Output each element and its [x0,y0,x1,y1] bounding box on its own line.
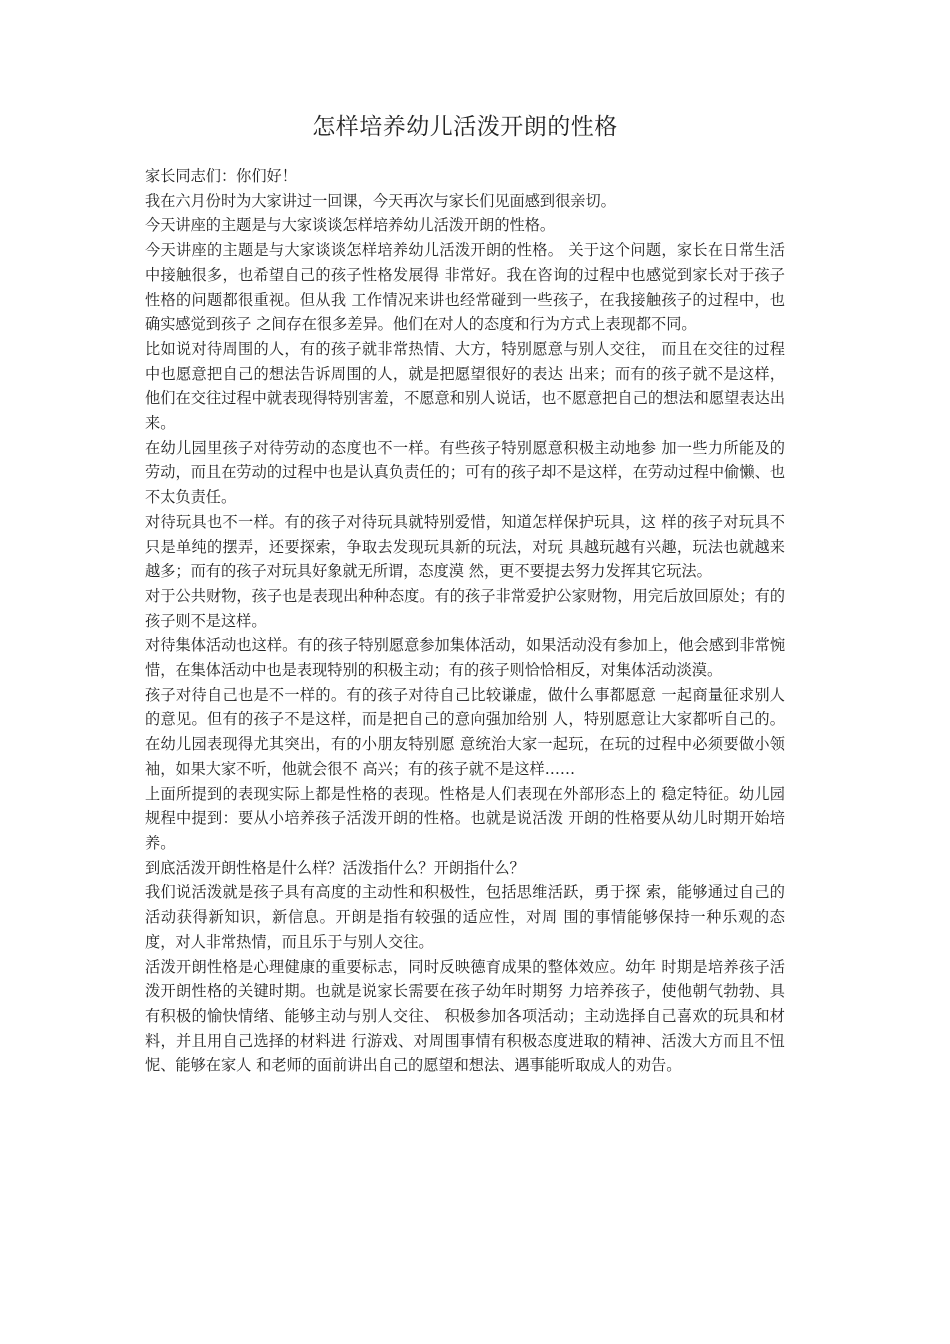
paragraph-public-property: 对于公共财物，孩子也是表现出种种态度。有的孩子非常爱护公家财物，用完后放回原处；有的孩子则不是这样。 [145,586,785,630]
paragraph-importance: 活泼开朗性格是心理健康的重要标志，同时反映德育成果的整体效应。幼年 时期是培养孩子活泼开朗性格的关键时期。也就是说家长需要在孩子幼年时期努 力培养孩子，使他朝气勃勃、具有积极的愉快情绪、能够主动与别人交往、 积极参加各项活动；主动选择自己喜欢的玩具和材料，并且用自己选择的材料进 行游戏、对周围事情有积极态度进取的精神、活泼大方而且不忸怩、能够在家人 和老师的面前讲出自己的愿望和想法、遇事能听取成人的劝告。 [145,957,785,1075]
document-page [145,112,785,1078]
document-title: 怎样培养幼儿活泼开朗的性格 [312,114,618,140]
paragraph-labor: 在幼儿园里孩子对待劳动的态度也不一样。有些孩子特别愿意积极主动地参 加一些力所能及的劳动，而且在劳动的过程中也是认真负责任的；可有的孩子却不是这样，在劳动过程中偷懒、也不太负责任。 [145,438,785,507]
paragraph-definition: 我们说活泼就是孩子具有高度的主动性和积极性，包括思维活跃，勇于探 索，能够通过自己的活动获得新知识，新信息。开朗是指有较强的适应性，对周 围的事情能够保持一种乐观的态度，对人非常热情，而且乐于与别人交往。 [145,883,785,951]
paragraph-character: 上面所提到的表现实际上都是性格的表现。性格是人们表现在外部形态上的 稳定特征。幼儿园规程中提到：要从小培养孩子活泼开朗的性格。也就是说活泼 开朗的性格要从幼儿时期开始培养。 [145,784,785,852]
paragraph-topic: 今天讲座的主题是与大家谈谈怎样培养幼儿活泼开朗的性格。 [145,216,556,235]
paragraph-question: 到底活泼开朗性格是什么样？活泼指什么？开朗指什么？ [145,858,525,877]
paragraph-topic-detail: 今天讲座的主题是与大家谈谈怎样培养幼儿活泼开朗的性格。 关于这个问题，家长在日常生活中接触很多，也希望自己的孩子性格发展得 非常好。我在咨询的过程中也感觉到家长对于孩子性格的问题都很重视。但从我 工作情况来讲也经常碰到一些孩子，在我接触孩子的过程中，也确实感觉到孩子 之间存在很多差异。他们在对人的态度和行为方式上表现都不同。 [145,241,785,334]
paragraph-self: 孩子对待自己也是不一样的。有的孩子对待自己比较谦虚，做什么事都愿意 一起商量征求别人的意见。但有的孩子不是这样，而是把自己的意向强加给别 人，特别愿意让大家都听自己的。在幼儿园表现得尤其突出，有的小朋友特别愿 意统治大家一起玩，在玩的过程中必须要做小领袖，如果大家不听，他就会很不 高兴；有的孩子就不是这样…… [145,685,785,778]
paragraph-greeting: 家长同志们：你们好！ [145,167,297,185]
paragraph-group-activity: 对待集体活动也这样。有的孩子特别愿意参加集体活动，如果活动没有参加上，他会感到非常惋惜，在集体活动中也是表现特别的积极主动；有的孩子则恰恰相反，对集体活动淡漠。 [145,636,785,680]
paragraph-toys: 对待玩具也不一样。有的孩子对待玩具就特别爱惜，知道怎样保护玩具，这 样的孩子对玩具不只是单纯的摆弄，还要探索，争取去发现玩具新的玩法，对玩 具越玩越有兴趣，玩法也就越来越多；而有的孩子对玩具好象就无所谓，态度漠 然，更不要提去努力发挥其它玩法。 [145,512,785,581]
paragraph-intro: 我在六月份时为大家讲过一回课，今天再次与家长们见面感到很亲切。 [145,191,616,210]
paragraph-people: 比如说对待周围的人，有的孩子就非常热情、大方，特别愿意与别人交往， 而且在交往的过程中也愿意把自己的想法告诉周围的人，就是把愿望很好的表达 出来；而有的孩子就不是这样，他们在交往过程中就表现得特别害羞，不愿意和别人说话，也不愿意把自己的想法和愿望表达出来。 [145,339,785,433]
